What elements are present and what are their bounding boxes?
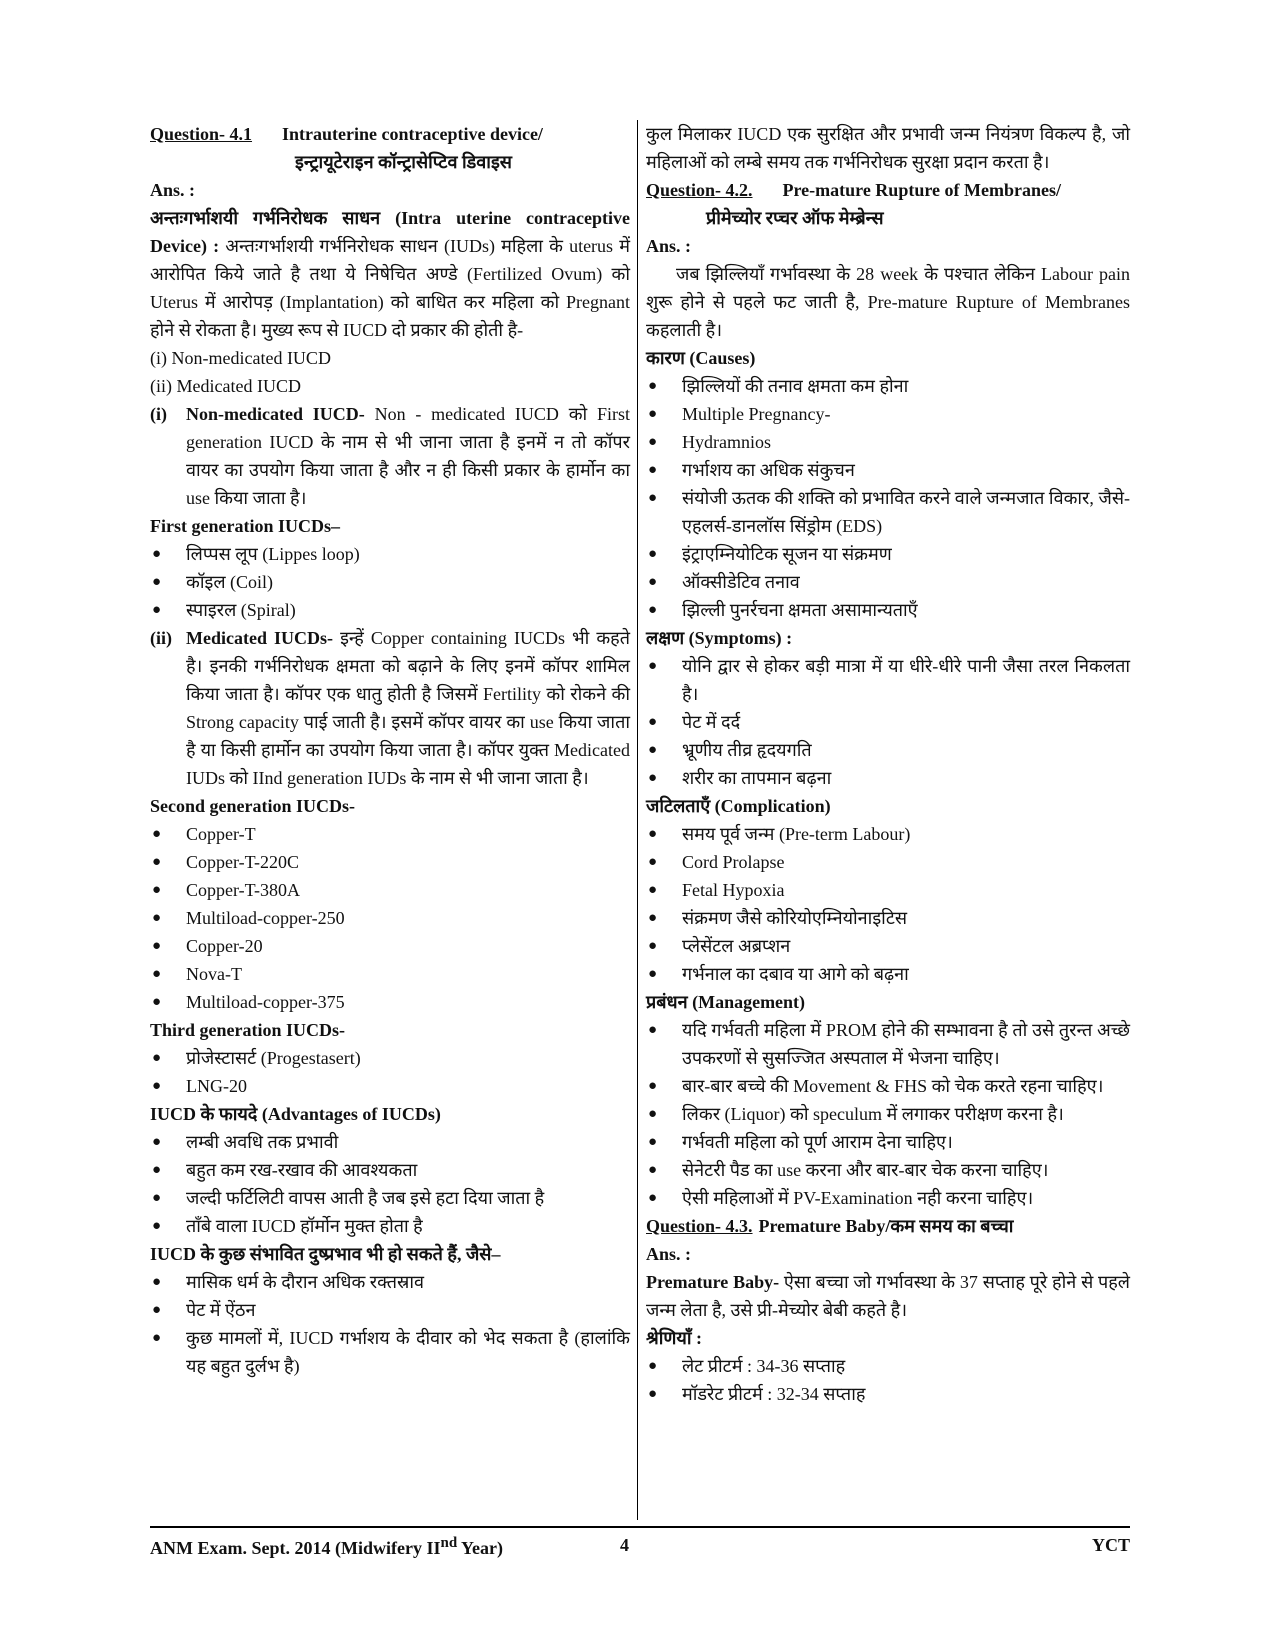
exam-name-end: Year) (457, 1538, 503, 1558)
list-item: ● Copper-T-220C (150, 848, 630, 876)
para-bold: Medicated IUCDs- (186, 628, 334, 648)
symptoms-list (646, 652, 1130, 792)
list-item: ● जल्दी फर्टिलिटी वापस आती है जब इसे हटा दिया जाता है (150, 1184, 630, 1212)
para-text: इन्हें Copper containing IUCDs भी कहते है। इनकी गर्भनिरोधक क्षमता को बढ़ाने के लिए इनमें कॉपर शामिल किया जाता है। कॉपर एक धातु होती है जिसमें Fertility को रोकने की Strong capacity पाई जाती है। इसमें कॉपर वायर का use किया जाता है या किसी हार्मोन का उपयोग किया जाता है। कॉपर युक्त Medicated IUDs को IInd generation IUDs के नाम से भी जाना जाता है। (186, 628, 630, 788)
continuation-paragraph: कुल मिलाकर IUCD एक सुरक्षित और प्रभावी जन्म नियंत्रण विकल्प है, जो महिलाओं को लम्बे समय तक गर्भनिरोधक सुरक्षा प्रदान करता है। (646, 124, 1130, 172)
para-text: ऐसा बच्चा जो गर्भावस्था के 37 सप्ताह पूरे होने से पहले जन्म लेता है, उसे प्री-मेच्योर बेबी कहते है। (646, 1272, 1131, 1320)
list-item: ● गर्भाशय का अधिक संकुचन (646, 456, 1130, 484)
para-bold: Non-medicated IUCD- (186, 404, 365, 424)
para-text: Non - medicated IUCD को First generation IUCD के नाम से भी जाना जाता है इनमें न तो कॉपर वायर का उपयोग किया जाता है और न ही किसी प्रकार के हार्मोन का use किया जाता है। (186, 404, 631, 508)
type-2: (ii) Medicated IUCD (150, 376, 301, 396)
list-item: ● पेट में ऐंठन (150, 1296, 630, 1324)
question-4-1-heading (150, 120, 630, 176)
exam-name (150, 1535, 503, 1559)
answer-label: Ans. : (646, 236, 692, 256)
list-item: ● संयोजी ऊतक की शक्ति को प्रभावित करने वाले जन्मजात विकार, जैसे- एहलर्स-डानलॉस सिंड्रोम (EDS) (646, 484, 1130, 540)
management-heading: प्रबंधन (Management) (646, 992, 806, 1012)
list-item: ● पेट में दर्द (646, 708, 1130, 736)
list-item: ● प्रोजेस्टासर्ट (Progestasert) (150, 1044, 630, 1072)
list-item: ● कुछ मामलों में, IUCD गर्भाशय के दीवार को भेद सकता है (हालांकि यह बहुत दुर्लभ है) (150, 1324, 630, 1380)
answer-label: Ans. : (646, 1244, 692, 1264)
question-number: Question- 4.1 (150, 124, 253, 144)
advantages-list (150, 1128, 630, 1240)
management-list (646, 1016, 1130, 1212)
second-gen-heading: Second generation IUCDs- (150, 796, 355, 816)
medicated-paragraph (150, 624, 630, 792)
list-item: ● प्लेसेंटल अब्रप्शन (646, 932, 1130, 960)
list-item: ● लम्बी अवधि तक प्रभावी (150, 1128, 630, 1156)
footer-rule (150, 1526, 1130, 1528)
advantages-heading: IUCD के फायदे (Advantages of IUCDs) (150, 1104, 441, 1124)
list-item: ● Multiload-copper-375 (150, 988, 630, 1016)
question-number: Question- 4.2. (646, 180, 753, 200)
list-item: ● झिल्ली पुनर्रचना क्षमता असामान्यताएँ (646, 596, 1130, 624)
type-1: (i) Non-medicated IUCD (150, 348, 331, 368)
premature-paragraph (646, 1268, 1130, 1324)
para-label: (ii) (150, 628, 172, 648)
list-item: ● यदि गर्भवती महिला में PROM होने की सम्भावना है तो उसे तुरन्त अच्छे उपकरणों से सुसज्जित अस्पताल में भेजना चाहिए। (646, 1016, 1130, 1072)
list-item: ● लिप्पस लूप (Lippes loop) (150, 540, 630, 568)
page-number: 4 (620, 1535, 629, 1555)
side-effects-heading: IUCD के कुछ संभावित दुष्प्रभाव भी हो सकते हैं, जैसे– (150, 1244, 501, 1264)
publisher: YCT (1091, 1535, 1130, 1555)
question-title-hi: इन्ट्रायूटेराइन कॉन्ट्रासेप्टिव डिवाइस (295, 152, 512, 172)
first-gen-list (150, 540, 630, 624)
list-item: ● ऐसी महिलाओं में PV-Examination नही करना चाहिए। (646, 1184, 1130, 1212)
intro-paragraph (150, 204, 630, 344)
para-label: (i) (150, 404, 167, 424)
list-item: ● Nova-T (150, 960, 630, 988)
list-item: ● ऑक्सीडेटिव तनाव (646, 568, 1130, 596)
prom-intro: जब झिल्लियाँ गर्भावस्था के 28 week के पश्चात लेकिन Labour pain शुरू होने से पहले फट जाती है, Pre-mature Rupture of Membranes कहलाती है। (646, 264, 1130, 340)
list-item: ● LNG-20 (150, 1072, 630, 1100)
complication-list (646, 820, 1130, 988)
list-item: ● Hydramnios (646, 428, 1130, 456)
symptoms-heading: लक्षण (Symptoms) : (646, 628, 793, 648)
answer-label: Ans. : (150, 180, 196, 200)
list-item: ● कॉइल (Coil) (150, 568, 630, 596)
list-item: ● सेनेटरी पैड का use करना और बार-बार चेक करना चाहिए। (646, 1156, 1130, 1184)
list-item: ● Copper-T-380A (150, 876, 630, 904)
categories-heading: श्रेणियाँ : (646, 1328, 703, 1348)
complication-heading: जटिलताएँ (Complication) (646, 796, 831, 816)
third-gen-heading: Third generation IUCDs- (150, 1020, 346, 1040)
list-item: ● स्पाइरल (Spiral) (150, 596, 630, 624)
second-gen-list (150, 820, 630, 1016)
causes-list (646, 372, 1130, 624)
list-item: ● बहुत कम रख-रखाव की आवश्यकता (150, 1156, 630, 1184)
list-item: ● लिकर (Liquor) को speculum में लगाकर परीक्षण करना है। (646, 1100, 1130, 1128)
right-column (646, 120, 1130, 1408)
list-item: ● लेट प्रीटर्म : 34-36 सप्ताह (646, 1352, 1130, 1380)
column-divider (637, 120, 638, 1520)
question-title-en: Pre-mature Rupture of Membranes/ (782, 180, 1061, 200)
non-medicated-paragraph (150, 400, 630, 512)
third-gen-list (150, 1044, 630, 1100)
list-item: ● Multiload-copper-250 (150, 904, 630, 932)
intro-bold: अन्तःगर्भाशयी गर्भनिरोधक साधन (Intra uterine contraceptive Device) : (150, 208, 630, 256)
list-item: ● भ्रूणीय तीव्र हृदयगति (646, 736, 1130, 764)
side-effects-list (150, 1268, 630, 1380)
list-item: ● Copper-20 (150, 932, 630, 960)
causes-heading: कारण (Causes) (646, 348, 756, 368)
exam-name-main: ANM Exam. Sept. 2014 (Midwifery II (150, 1538, 441, 1558)
list-item: ● शरीर का तापमान बढ़ना (646, 764, 1130, 792)
list-item: ● मासिक धर्म के दौरान अधिक रक्तस्राव (150, 1268, 630, 1296)
exam-name-sup: nd (440, 1535, 458, 1551)
first-gen-heading: First generation IUCDs– (150, 516, 340, 536)
list-item: ● इंट्राएम्नियोटिक सूजन या संक्रमण (646, 540, 1130, 568)
list-item: ● झिल्लियों की तनाव क्षमता कम होना (646, 372, 1130, 400)
list-item: ● योनि द्वार से होकर बड़ी मात्रा में या धीरे-धीरे पानी जैसा तरल निकलता है। (646, 652, 1130, 708)
list-item: ● मॉडरेट प्रीटर्म : 32-34 सप्ताह (646, 1380, 1130, 1408)
list-item: ● ताँबे वाला IUCD हॉर्मोन मुक्त होता है (150, 1212, 630, 1240)
question-title: Premature Baby/कम समय का बच्चा (758, 1216, 1014, 1236)
question-title-hi: प्रीमेच्योर रप्चर ऑफ मेम्ब्रेन्स (706, 208, 884, 228)
list-item: ● समय पूर्व जन्म (Pre-term Labour) (646, 820, 1130, 848)
question-title-en: Intrauterine contraceptive device/ (282, 124, 543, 144)
categories-list (646, 1352, 1130, 1408)
question-4-3-heading (646, 1212, 1130, 1240)
para-bold: Premature Baby- (646, 1272, 780, 1292)
intro-text: अन्तःगर्भाशयी गर्भनिरोधक साधन (IUDs) महिला के uterus में आरोपित किये जाते है तथा ये निषेचित अण्डे (Fertilized Ovum) को Uterus में आरोपड़ (Implantation) को बाधित कर महिला को Pregnant होने से रोकता है। मुख्य रूप से IUCD दो प्रकार की होती है- (150, 236, 630, 340)
list-item: ● Fetal Hypoxia (646, 876, 1130, 904)
list-item: ● Multiple Pregnancy- (646, 400, 1130, 428)
question-4-2-heading (646, 176, 1130, 232)
list-item: ● संक्रमण जैसे कोरियोएम्नियोनाइटिस (646, 904, 1130, 932)
list-item: ● बार-बार बच्चे की Movement & FHS को चेक करते रहना चाहिए। (646, 1072, 1130, 1100)
list-item: ● गर्भनाल का दबाव या आगे को बढ़ना (646, 960, 1130, 988)
list-item: ● Cord Prolapse (646, 848, 1130, 876)
list-item: ● Copper-T (150, 820, 630, 848)
list-item: ● गर्भवती महिला को पूर्ण आराम देना चाहिए। (646, 1128, 1130, 1156)
left-column (150, 120, 630, 1380)
question-number: Question- 4.3. (646, 1216, 753, 1236)
